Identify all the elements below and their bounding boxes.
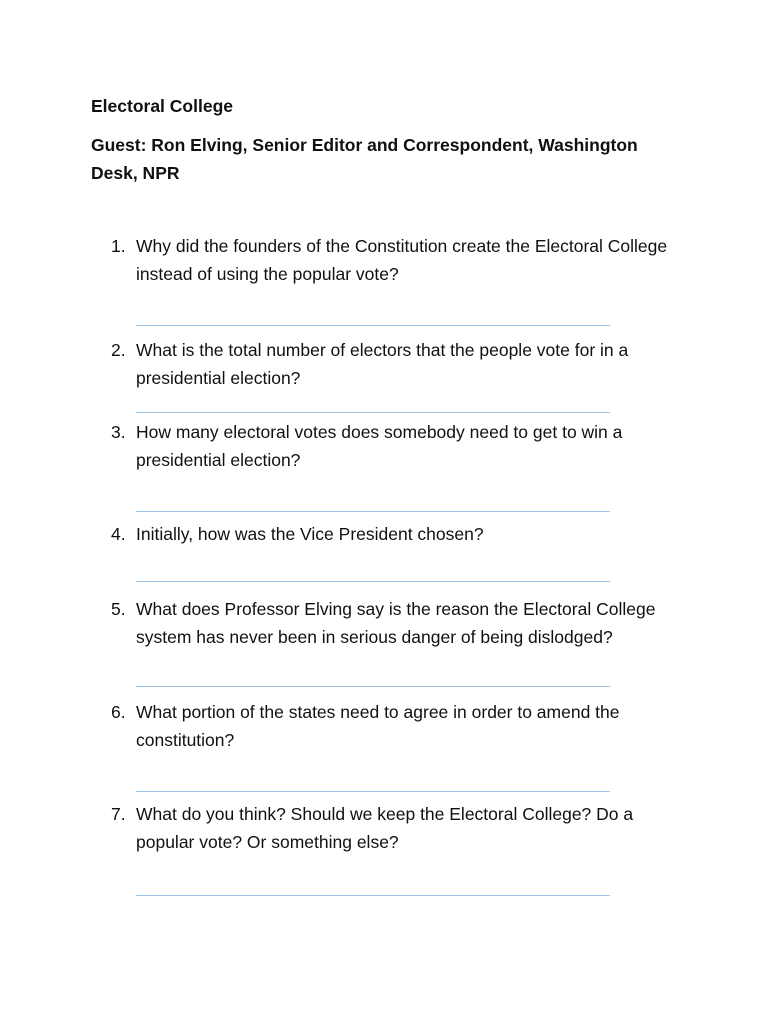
question-text: How many electoral votes does somebody need to get to win a presidential election? — [136, 422, 623, 470]
answer-line-1[interactable] — [136, 325, 610, 326]
answer-line-4[interactable] — [136, 581, 610, 582]
answer-line-5[interactable] — [136, 686, 610, 687]
question-text: Why did the founders of the Constitution create the Electoral College instead of using the popular vote? — [136, 236, 668, 284]
question-text: What does Professor Elving say is the reason the Electoral College system has never been in serious danger of being dislodged? — [136, 599, 656, 647]
question-7 — [111, 800, 691, 856]
question-4 — [111, 520, 691, 548]
question-number: 1. — [111, 236, 126, 256]
document-title: Electoral College — [91, 96, 233, 116]
question-1 — [111, 232, 691, 288]
question-text: What portion of the states need to agree in order to amend the constitution? — [136, 702, 620, 750]
question-number: 5. — [111, 599, 126, 619]
question-text: What is the total number of electors that the people vote for in a presidential election? — [136, 340, 629, 388]
guest-line: Guest: Ron Elving, Senior Editor and Correspondent, Washington Desk, NPR — [91, 135, 638, 183]
question-number: 2. — [111, 340, 126, 360]
question-number: 7. — [111, 804, 126, 824]
question-5 — [111, 595, 691, 651]
question-6 — [111, 698, 691, 754]
question-number: 3. — [111, 422, 126, 442]
answer-line-2[interactable] — [136, 412, 610, 413]
question-2 — [111, 336, 691, 392]
question-3 — [111, 418, 691, 474]
question-text: Initially, how was the Vice President chosen? — [136, 524, 484, 544]
question-text: What do you think? Should we keep the Electoral College? Do a popular vote? Or something else? — [136, 804, 634, 852]
question-number: 6. — [111, 702, 126, 722]
answer-line-3[interactable] — [136, 511, 610, 512]
question-number: 4. — [111, 524, 126, 544]
answer-line-6[interactable] — [136, 791, 610, 792]
answer-line-7[interactable] — [136, 895, 610, 896]
